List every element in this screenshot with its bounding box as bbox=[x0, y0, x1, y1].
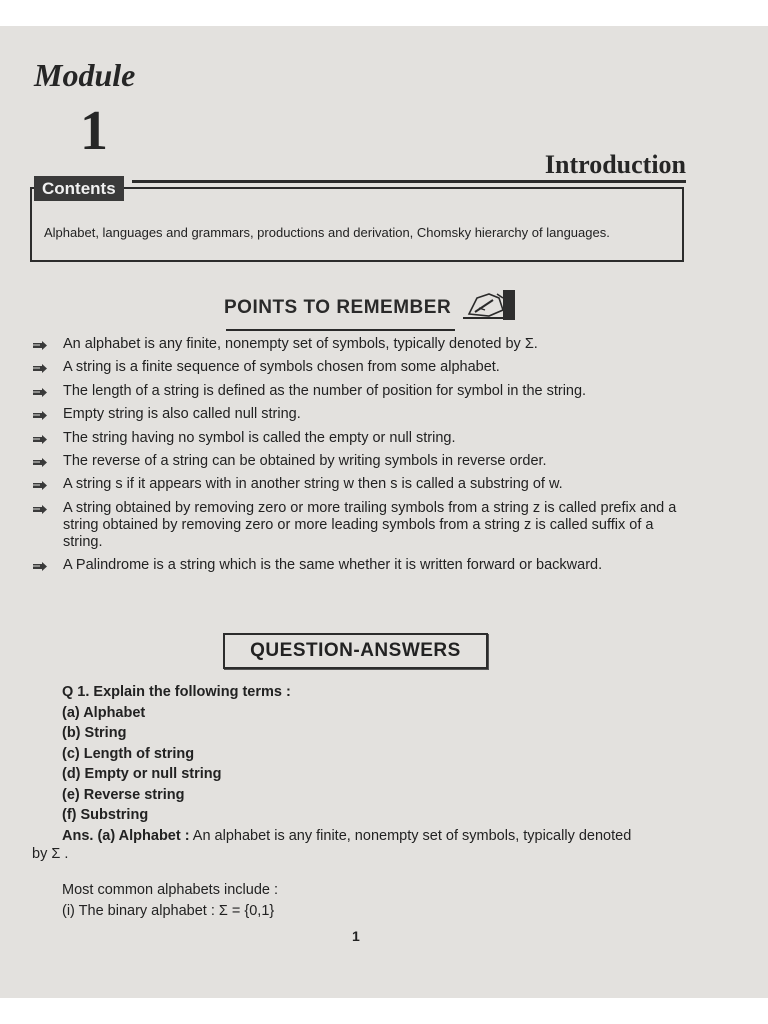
common-alphabets bbox=[62, 880, 278, 922]
module-number: 1 bbox=[80, 100, 108, 162]
term-item: (a) Alphabet bbox=[62, 704, 146, 721]
points-heading-underline bbox=[226, 329, 455, 331]
binary-alphabet: (i) The binary alphabet : Σ = {0,1} bbox=[62, 903, 275, 919]
point-text: The reverse of a string can be obtained by writing symbols in reverse order. bbox=[63, 452, 547, 469]
answer-line bbox=[62, 826, 702, 846]
point-item bbox=[32, 453, 692, 470]
terms-list bbox=[62, 703, 702, 826]
point-item bbox=[32, 406, 692, 423]
term-item: (c) Length of string bbox=[62, 745, 195, 762]
common-intro: Most common alphabets include : bbox=[62, 882, 278, 898]
answer-text: An alphabet is any finite, nonempty set of symbols, typically denoted bbox=[189, 827, 632, 844]
point-item bbox=[32, 359, 692, 376]
answer-continuation: by Σ . bbox=[32, 846, 69, 862]
pointing-hand-icon bbox=[32, 362, 48, 379]
contents-label: Contents bbox=[34, 176, 124, 201]
point-item bbox=[32, 476, 692, 493]
question-block bbox=[62, 682, 702, 846]
module-label: Module bbox=[34, 57, 136, 93]
contents-text: Alphabet, languages and grammars, productions and derivation, Chomsky hierarchy of languages. bbox=[44, 225, 610, 240]
points-heading-text: POINTS TO REMEMBER bbox=[224, 296, 452, 318]
point-text: A string is a finite sequence of symbols chosen from some alphabet. bbox=[63, 359, 500, 376]
point-text: Empty string is also called null string. bbox=[63, 406, 301, 423]
point-text: The length of a string is defined as the number of position for symbol in the string. bbox=[63, 382, 587, 399]
point-text: A Palindrome is a string which is the same whether it is written forward or backward. bbox=[63, 557, 603, 574]
hand-writing-icon bbox=[459, 288, 517, 327]
point-item bbox=[32, 336, 692, 353]
pointing-hand-icon bbox=[32, 339, 48, 356]
question-text: Q 1. Explain the following terms : bbox=[62, 684, 291, 700]
point-text: An alphabet is any finite, nonempty set of symbols, typically denoted by Σ. bbox=[63, 336, 538, 352]
point-item bbox=[32, 557, 692, 574]
point-item bbox=[32, 500, 692, 551]
title-rule bbox=[132, 180, 686, 183]
pointing-hand-icon bbox=[32, 386, 48, 403]
pointing-hand-icon bbox=[32, 456, 48, 473]
points-list bbox=[32, 336, 692, 581]
point-text: The string having no symbol is called the empty or null string. bbox=[63, 429, 456, 446]
point-text: A string s if it appears with in another string w then s is called a substring of w. bbox=[63, 476, 563, 493]
points-heading bbox=[224, 288, 517, 327]
point-text: A string obtained by removing zero or more trailing symbols from a string z is called prefix and a string obtained by removing zero or more leading symbols from a string z is called suffix of a string. bbox=[63, 499, 677, 550]
term-item: (e) Reverse string bbox=[62, 786, 185, 803]
term-item: (d) Empty or null string bbox=[62, 766, 222, 782]
qa-heading: QUESTION-ANSWERS bbox=[223, 633, 488, 669]
pointing-hand-icon bbox=[32, 479, 48, 496]
page-number: 1 bbox=[352, 928, 360, 944]
point-item bbox=[32, 383, 692, 400]
term-item: (b) String bbox=[62, 725, 127, 741]
term-item: (f) Substring bbox=[62, 807, 149, 823]
pointing-hand-icon bbox=[32, 560, 48, 577]
contents-box bbox=[30, 187, 684, 262]
pointing-hand-icon bbox=[32, 409, 48, 426]
answer-label: Ans. (a) Alphabet : bbox=[62, 827, 190, 844]
point-item bbox=[32, 430, 692, 447]
pointing-hand-icon bbox=[32, 503, 48, 520]
chapter-title: Introduction bbox=[544, 150, 686, 179]
pointing-hand-icon bbox=[32, 433, 48, 450]
